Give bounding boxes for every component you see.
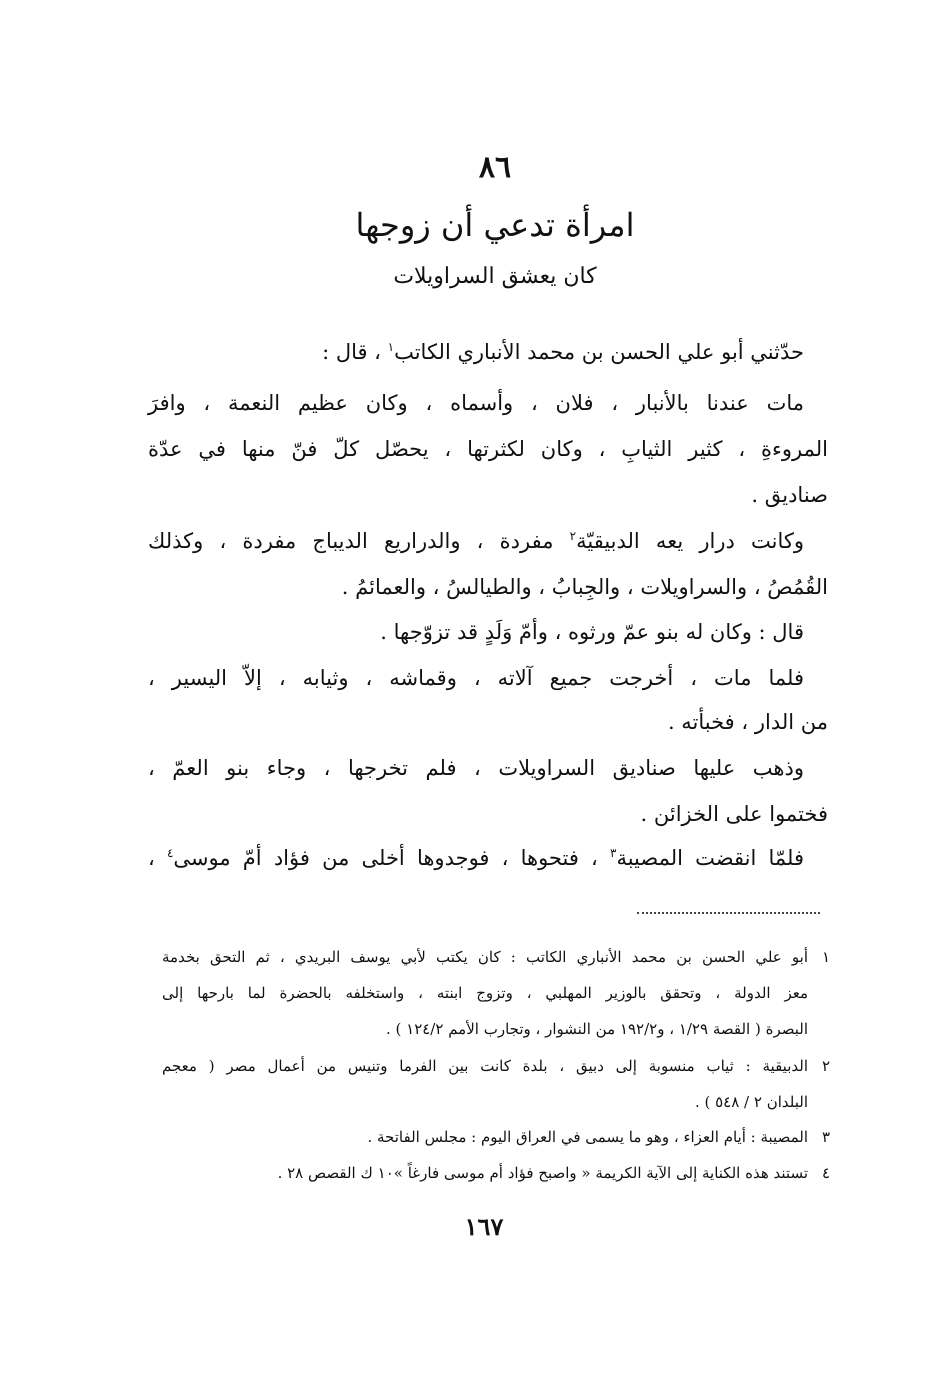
footnote-3: ٣المصيبة : أيام العزاء ، وهو ما يسمى في العراق اليوم : مجلس الفاتحة . <box>367 1128 830 1146</box>
footnote-2-line-2: البلدان ٢ / ٥٤٨ ) . <box>694 1093 808 1111</box>
body-line-2: مات عندنا بالأنبار ، فلان ، وأسماه ، وكان عظيم النعمة ، وافرَ <box>148 391 804 415</box>
footnote-ref-4[interactable]: ٤ <box>166 846 174 860</box>
page-number: ١٦٧ <box>464 1212 504 1241</box>
footnote-number: ١ <box>821 948 830 966</box>
body-line-10: وذهب عليها صناديق السراويلات ، فلم تخرجها ، وجاء بنو العمّ ، <box>148 756 804 780</box>
body-line-7: قال : وكان له بنو عمّ ورثوه ، وأمّ وَلَدٍ قد تزوّجها . <box>380 620 804 644</box>
body-line-6: القُمُصُ ، والسراويلات ، والجِبابُ ، والطيالسُ ، والعمائمُ . <box>341 575 828 599</box>
footnote-number: ٢ <box>821 1057 830 1075</box>
chapter-subtitle: كان يعشق السراويلات <box>393 264 597 289</box>
body-line-3: المروءةِ ، كثير الثيابِ ، وكان لكثرتها ، يحصّل كلّ فنّ منها في عدّة <box>148 437 828 461</box>
footnote-4: ٤تستند هذه الكناية إلى الآية الكريمة « واصبح فؤاد أم موسى فارغاً »١٠ ك القصص ٢٨ . <box>277 1164 830 1182</box>
footnote-number: ٤ <box>821 1164 830 1182</box>
footnote-1-line-3: البصرة ( القصة ١/٢٩ ، و١٩٢/٢ من النشوار ، وتجارب الأمم ١٢٤/٢ ) . <box>385 1020 808 1038</box>
chapter-number: ٨٦ <box>478 150 512 185</box>
body-line-5: وكانت درار يعه الدبيقيّة$^٢$ مفردة ، والدراريع الديباج مفردة ، وكذلك <box>148 529 804 553</box>
body-line-8: فلما مات ، أخرجت جميع آلاته ، وقماشه ، وثيابه ، إلاّ اليسير ، <box>148 666 804 690</box>
footnote-number: ٣ <box>821 1128 830 1146</box>
chapter-title: امرأة تدعي أن زوجها <box>355 206 635 244</box>
body-line-9: من الدار ، فخبأته . <box>667 710 828 734</box>
footnote-ref-3[interactable]: ٣ <box>610 846 617 860</box>
footnote-ref-1[interactable]: ١ <box>387 340 395 354</box>
footnote-1: ١أبو علي الحسن بن محمد الأنباري الكاتب : كان يكتب لأبي يوسف البريدي ، ثم التحق بخدمة <box>162 948 830 966</box>
footnote-ref-2[interactable]: ٢ <box>569 529 577 543</box>
body-line-1: حدّثني أبو علي الحسن بن محمد الأنباري الكاتب$^١$ ، قال : <box>322 340 804 364</box>
body-line-4: صناديق . <box>751 483 828 507</box>
body-line-11: فختموا على الخزائن . <box>640 802 828 826</box>
footnote-1-line-2: معز الدولة ، وتحقق بالوزير المهلبي ، وتزوج ابنته ، واستخلفه بالحضرة لما بارحها إلى <box>162 984 808 1002</box>
footnote-2: ٢الدبيقية : ثياب منسوبة إلى دبيق ، بلدة كانت بين الفرما وتنيس من أعمال مصر ( معجم <box>162 1057 830 1075</box>
body-line-12: فلمّا انقضت المصيبة$^٣$ ، فتحوها ، فوجدوها أخلى من فؤاد أمّ موسى$^٤$ ، <box>148 846 804 870</box>
footnote-separator <box>637 912 820 914</box>
